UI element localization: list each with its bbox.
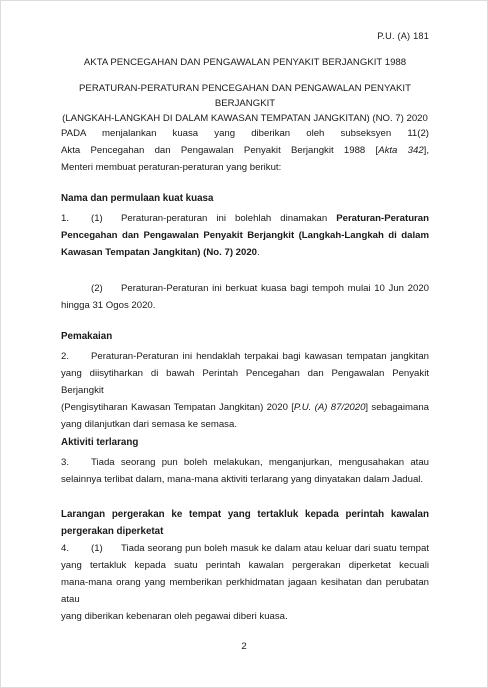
preamble-line-1: PADA menjalankan kuasa yang diberikan oleh subseksyen 11(2) — [61, 128, 429, 139]
section-1-para-2 — [61, 280, 429, 314]
section-2-line-1-text: Peraturan-Peraturan ini hendaklah terpakai bagi kawasan tempatan jangkitan — [91, 351, 429, 362]
section-4-line-1-text: Tiada seorang pun boleh masuk ke dalam atau keluar dari suatu tempat — [121, 543, 429, 554]
section-3-heading: Aktiviti terlarang — [61, 437, 139, 448]
section-1-para-2-line-1 — [61, 280, 429, 297]
section-4-heading — [61, 506, 429, 540]
section-4-line-1 — [61, 540, 429, 557]
gazette-reference: P.U. (A) 181 — [377, 31, 429, 41]
section-2-number: 2. — [61, 351, 70, 362]
section-3-number: 3. — [61, 457, 70, 468]
section-4-line-4: yang diberikan kebenaran oleh pegawai diberi kuasa. — [61, 611, 288, 622]
subsection-1-number: (1) — [91, 213, 103, 224]
section-3-body — [61, 454, 429, 488]
section-2-line-3-b: ] sebagaimana — [365, 402, 430, 413]
section-4-number: 4. — [61, 543, 70, 554]
section-3-line-1 — [61, 454, 429, 471]
act-title: AKTA PENCEGAHAN DAN PENGAWALAN PENYAKIT BERJANGKIT 1988 — [83, 57, 407, 68]
section-2-heading: Pemakaian — [61, 331, 113, 342]
regulation-name-c: Kawasan Tempatan Jangkitan) (No. 7) 2020 — [61, 247, 258, 258]
section-4-line-3: mana-mana orang yang memberikan perkhidmatan jagaan kesihatan dan perubatan atau — [61, 577, 429, 605]
section-1-para-1-line-1 — [61, 210, 429, 227]
pu-reference: P.U. (A) 87/2020 — [293, 402, 366, 413]
section-2-line-3 — [61, 399, 429, 416]
section-1-para-2-text: Peraturan-Peraturan ini berkuat kuasa bagi tempoh mulai 10 Jun 2020 — [121, 283, 429, 294]
preamble-line-2 — [61, 142, 429, 159]
regulation-name-b: Pencegahan dan Pengawalan Penyakit Berjangkit (Langkah-Langkah di dalam — [61, 230, 429, 241]
section-4-body — [61, 540, 429, 625]
regulation-title — [61, 81, 429, 126]
section-4-line-2: yang tertakluk kepada suatu perintah kawalan pergerakan diperketat kecuali — [61, 560, 429, 571]
subsection-2-number: (2) — [91, 283, 103, 294]
section-2-line-4: yang dilanjutkan dari semasa ke semasa. — [61, 419, 237, 430]
preamble — [61, 125, 429, 176]
act-reference: Akta 342 — [378, 145, 424, 156]
section-1-para-1-line-3 — [61, 244, 429, 261]
regulation-title-line-2: (LANGKAH-LANGKAH DI DALAM KAWASAN TEMPATAN JANGKITAN) (NO. 7) 2020 — [62, 113, 428, 124]
page-number: 2 — [241, 641, 247, 652]
section-4-heading-line-1: Larangan pergerakan ke tempat yang tertakluk kepada perintah kawalan — [61, 509, 429, 520]
preamble-line-2-a: Akta Pencegahan dan Pengawalan Penyakit Berjangkit 1988 [ — [61, 145, 379, 156]
section-3-line-1-text: Tiada seorang pun boleh melakukan, menganjurkan, mengusahakan atau — [91, 457, 429, 468]
section-1-para-1 — [61, 210, 429, 261]
section-2-body — [61, 348, 429, 433]
preamble-line-3: Menteri membuat peraturan-peraturan yang berikut: — [61, 162, 282, 173]
section-1-text-a: Peraturan-peraturan ini bolehlah dinamakan — [121, 213, 337, 224]
section-1-number: 1. — [61, 213, 70, 224]
section-1-para-1-end: . — [257, 247, 260, 258]
section-4-subsection-number: (1) — [91, 543, 103, 554]
section-1-heading: Nama dan permulaan kuat kuasa — [61, 193, 214, 204]
section-2-line-3-a: (Pengisytiharan Kawasan Tempatan Jangkitan) 2020 [ — [61, 402, 294, 413]
section-2-line-2: yang diisytiharkan di bawah Perintah Pencegahan dan Pengawalan Penyakit Berjangkit — [61, 368, 429, 396]
regulation-name-a: Peraturan-Peraturan — [336, 213, 429, 224]
preamble-line-2-b: ], — [423, 145, 429, 156]
section-4-heading-line-2: pergerakan diperketat — [61, 526, 164, 537]
section-3-line-2: selainnya terlibat dalam, mana-mana aktiviti terlarang yang dinyatakan dalam Jadual. — [61, 474, 424, 485]
regulation-title-line-1: PERATURAN-PERATURAN PENCEGAHAN DAN PENGAWALAN PENYAKIT BERJANGKIT — [79, 83, 411, 109]
section-1-para-2-line-2: hingga 31 Ogos 2020. — [61, 300, 156, 311]
section-2-line-1 — [61, 348, 429, 365]
